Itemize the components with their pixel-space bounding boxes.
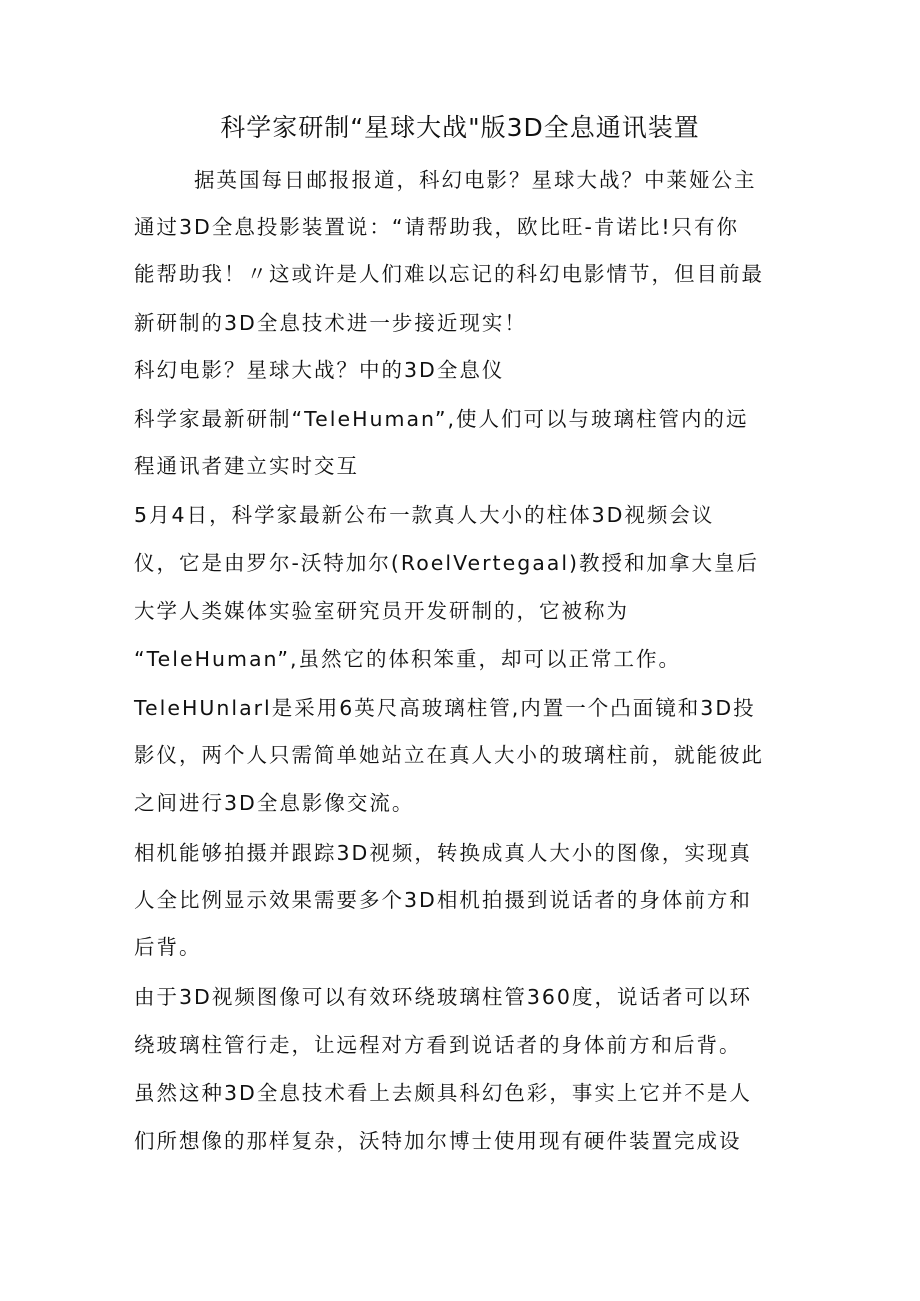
- paragraph-line: 绕玻璃柱管行走，让远程对方看到说话者的身体前方和后背。: [134, 1033, 742, 1057]
- paragraph-line: “TeleHuman”,虽然它的体积笨重，却可以正常工作。: [134, 647, 682, 671]
- paragraph-line: 据英国每日邮报报道，科幻电影？星球大战？中莱娅公主: [194, 168, 757, 192]
- paragraph-line: TeleHUnlarl是采用6英尺高玻璃柱管,内置一个凸面镜和3D投: [134, 696, 756, 720]
- paragraph-line: 相机能够拍摄并跟踪3D视频，转换成真人大小的图像，实现真: [134, 841, 752, 865]
- paragraph-line: 仪，它是由罗尔-沃特加尔(RoelVertegaal)教授和加拿大皇后: [134, 551, 760, 575]
- paragraph-line: 新研制的3D全息技术进一步接近现实！: [134, 311, 527, 335]
- paragraph-line: 影仪，两个人只需简单她站立在真人大小的玻璃柱前，就能彼此: [134, 743, 764, 767]
- paragraph-line: 5月4日，科学家最新公布一款真人大小的柱体3D视频会议: [134, 503, 715, 527]
- paragraph-line: 人全比例显示效果需要多个3D相机拍摄到说话者的身体前方和: [134, 888, 752, 912]
- paragraph-line: 科学家最新研制“TeleHuman”,使人们可以与玻璃柱管内的远: [134, 407, 749, 431]
- paragraph-line: 由于3D视频图像可以有效环绕玻璃柱管360度，说话者可以环: [134, 985, 752, 1009]
- paragraph-line: 们所想像的那样复杂，沃特加尔博士使用现有硬件装置完成设: [134, 1129, 742, 1153]
- paragraph-line: 程通讯者建立实时交互: [134, 454, 359, 478]
- paragraph-line: 后背。: [134, 935, 202, 959]
- paragraph-line: 虽然这种3D全息技术看上去颇具科幻色彩，事实上它并不是人: [134, 1081, 752, 1105]
- paragraph-line: 之间进行3D全息影像交流。: [134, 791, 415, 815]
- document-title: 科学家研制“星球大战"版3D全息通讯装置: [220, 113, 700, 142]
- paragraph-line: 通过3D全息投影装置说：“请帮助我，欧比旺-肯诺比!只有你: [134, 215, 740, 239]
- paragraph-line: 科幻电影？星球大战？中的3D全息仪: [134, 358, 505, 382]
- paragraph-line: 大学人类媒体实验室研究员开发研制的，它被称为: [134, 599, 629, 623]
- paragraph-line: 能帮助我！〃这或许是人们难以忘记的科幻电影情节，但目前最: [134, 262, 764, 286]
